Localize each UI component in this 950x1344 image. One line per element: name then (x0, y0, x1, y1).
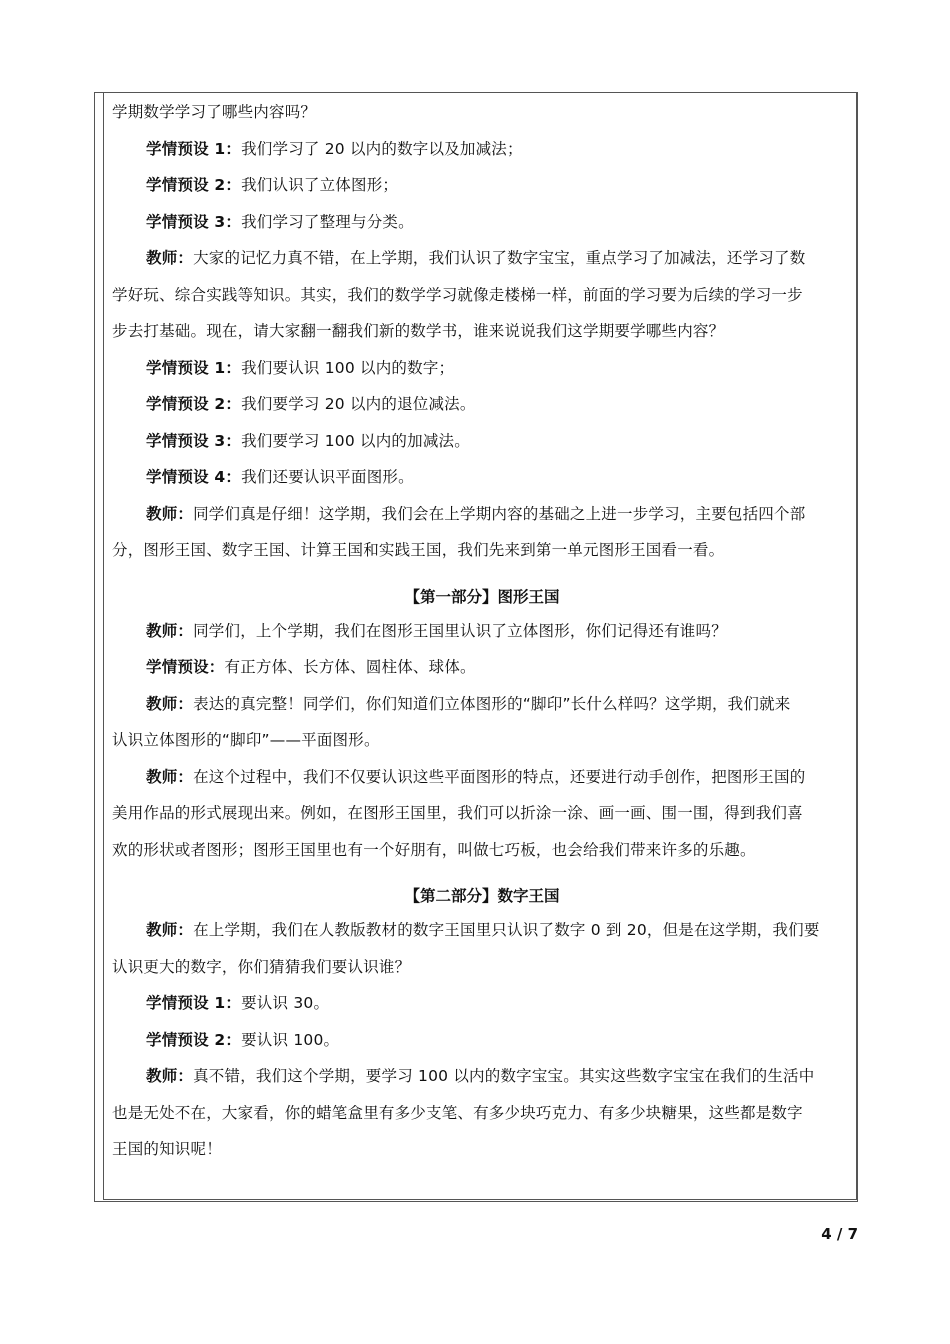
line-text: 我们认识了立体图形； (241, 176, 399, 194)
speaker-label: 学情预设： (146, 658, 225, 676)
line-text: 大家的记忆力真不错，在上学期，我们认识了数字宝宝，重点学习了加减法，还学习了数 (193, 249, 806, 267)
line-text: 学期数学学习了哪些内容吗？ (112, 103, 317, 121)
line-text: 分，图形王国、数字王国、计算王国和实践王国，我们先来到第一单元图形王国看一看。 (112, 541, 725, 559)
line-text: 王国的知识呢！ (112, 1140, 222, 1158)
text-line (112, 832, 858, 869)
text-line (112, 949, 858, 986)
text-line (112, 459, 858, 496)
line-text: 也是无处不在，大家看，你的蜡笔盒里有多少支笔、有多少块巧克力、有多少块糖果，这些都是数字 (112, 1103, 803, 1122)
line-text: 要认识 100。 (241, 1030, 340, 1049)
text-line (112, 350, 858, 387)
text-line (112, 423, 858, 460)
line-text: 在上学期，我们在人教版教材的数字王国里只认识了数字 0 到 20，但是在这学期，我们要 (193, 921, 820, 939)
text-line (112, 131, 858, 168)
text-line (112, 1095, 858, 1132)
speaker-label: 学情预设 2： (146, 176, 242, 194)
section-heading: 【第二部分】数字王国 (404, 887, 560, 905)
text-line (112, 496, 858, 533)
line-text: 有正方体、长方体、圆柱体、球体。 (224, 658, 476, 676)
text-line (112, 613, 858, 650)
speaker-label: 教师： (146, 921, 194, 939)
text-line (112, 240, 858, 277)
line-text: 真不错，我们这个学期，要学习 100 以内的数字宝宝。其实这些数字宝宝在我们的生活中 (193, 1067, 815, 1085)
line-text: 同学们，上个学期，我们在图形王国里认识了立体图形，你们记得还有谁吗？ (193, 621, 727, 640)
line-text: 我们学习了 20 以内的数字以及加减法； (241, 139, 523, 158)
speaker-label: 学情预设 1： (146, 994, 242, 1012)
speaker-label: 学情预设 3： (146, 212, 242, 231)
speaker-label: 学情预设 1： (146, 139, 242, 158)
speaker-label: 教师： (146, 621, 194, 640)
line-text: 认识立体图形的“脚印”——平面图形。 (112, 731, 380, 749)
line-text: 我们还要认识平面图形。 (241, 468, 414, 486)
text-line (112, 1058, 858, 1095)
section-heading: 【第一部分】图形王国 (404, 587, 560, 606)
speaker-label: 教师： (146, 1067, 194, 1085)
text-line (112, 1022, 858, 1059)
text-line (112, 167, 858, 204)
line-text: 表达的真完整！同学们，你们知道们立体图形的“脚印”长什么样吗？这学期，我们就来 (193, 694, 791, 713)
speaker-label: 学情预设 1： (146, 358, 242, 377)
speaker-label: 学情预设 2： (146, 395, 242, 413)
text-line (112, 532, 858, 569)
line-text: 在这个过程中，我们不仅要认识这些平面图形的特点，还要进行动手创作，把图形王国的 (193, 767, 806, 786)
text-line (112, 277, 858, 314)
speaker-label: 教师： (146, 249, 194, 267)
line-text: 认识更大的数字，你们猜猜我们要认识谁？ (112, 957, 411, 976)
speaker-label: 学情预设 4： (146, 468, 242, 486)
line-text: 我们学习了整理与分类。 (241, 212, 414, 231)
speaker-label: 教师： (146, 767, 194, 786)
text-line (112, 686, 858, 723)
line-text: 我们要学习 20 以内的退位减法。 (241, 395, 476, 413)
text-line (112, 649, 858, 686)
text-line (112, 204, 858, 241)
line-text: 我们要学习 100 以内的加减法。 (241, 431, 470, 450)
text-line (112, 1131, 858, 1168)
line-text: 我们要认识 100 以内的数字； (241, 358, 455, 377)
text-line (112, 94, 858, 131)
line-text: 欢的形状或者图形；图形王国里也有一个好朋有，叫做七巧板，也会给我们带来许多的乐趣。 (112, 840, 756, 859)
text-line (112, 795, 858, 832)
speaker-label: 教师： (146, 504, 194, 523)
text-line (112, 313, 858, 350)
text-line (112, 386, 858, 423)
line-text: 同学们真是仔细！这学期，我们会在上学期内容的基础之上进一步学习，主要包括四个部 (193, 504, 806, 523)
text-line (112, 985, 858, 1022)
line-text: 步去打基础。现在，请大家翻一翻我们新的数学书，谁来说说我们这学期要学哪些内容？ (112, 322, 725, 340)
speaker-label: 学情预设 3： (146, 431, 242, 450)
text-line (112, 912, 858, 949)
speaker-label: 教师： (146, 694, 194, 713)
line-text: 美用作品的形式展现出来。例如，在图形王国里，我们可以折涂一涂、画一画、围一围，得到我们喜 (112, 804, 803, 822)
line-text: 要认识 30。 (241, 994, 330, 1012)
speaker-label: 学情预设 2： (146, 1030, 242, 1049)
text-line (112, 759, 858, 796)
text-line (112, 722, 858, 759)
lesson-content (112, 94, 858, 1168)
page-number: 4 / 7 (821, 1225, 858, 1243)
line-text: 学好玩、综合实践等知识。其实，我们的数学学习就像走楼梯一样，前面的学习要为后续的学习一步 (112, 285, 803, 304)
